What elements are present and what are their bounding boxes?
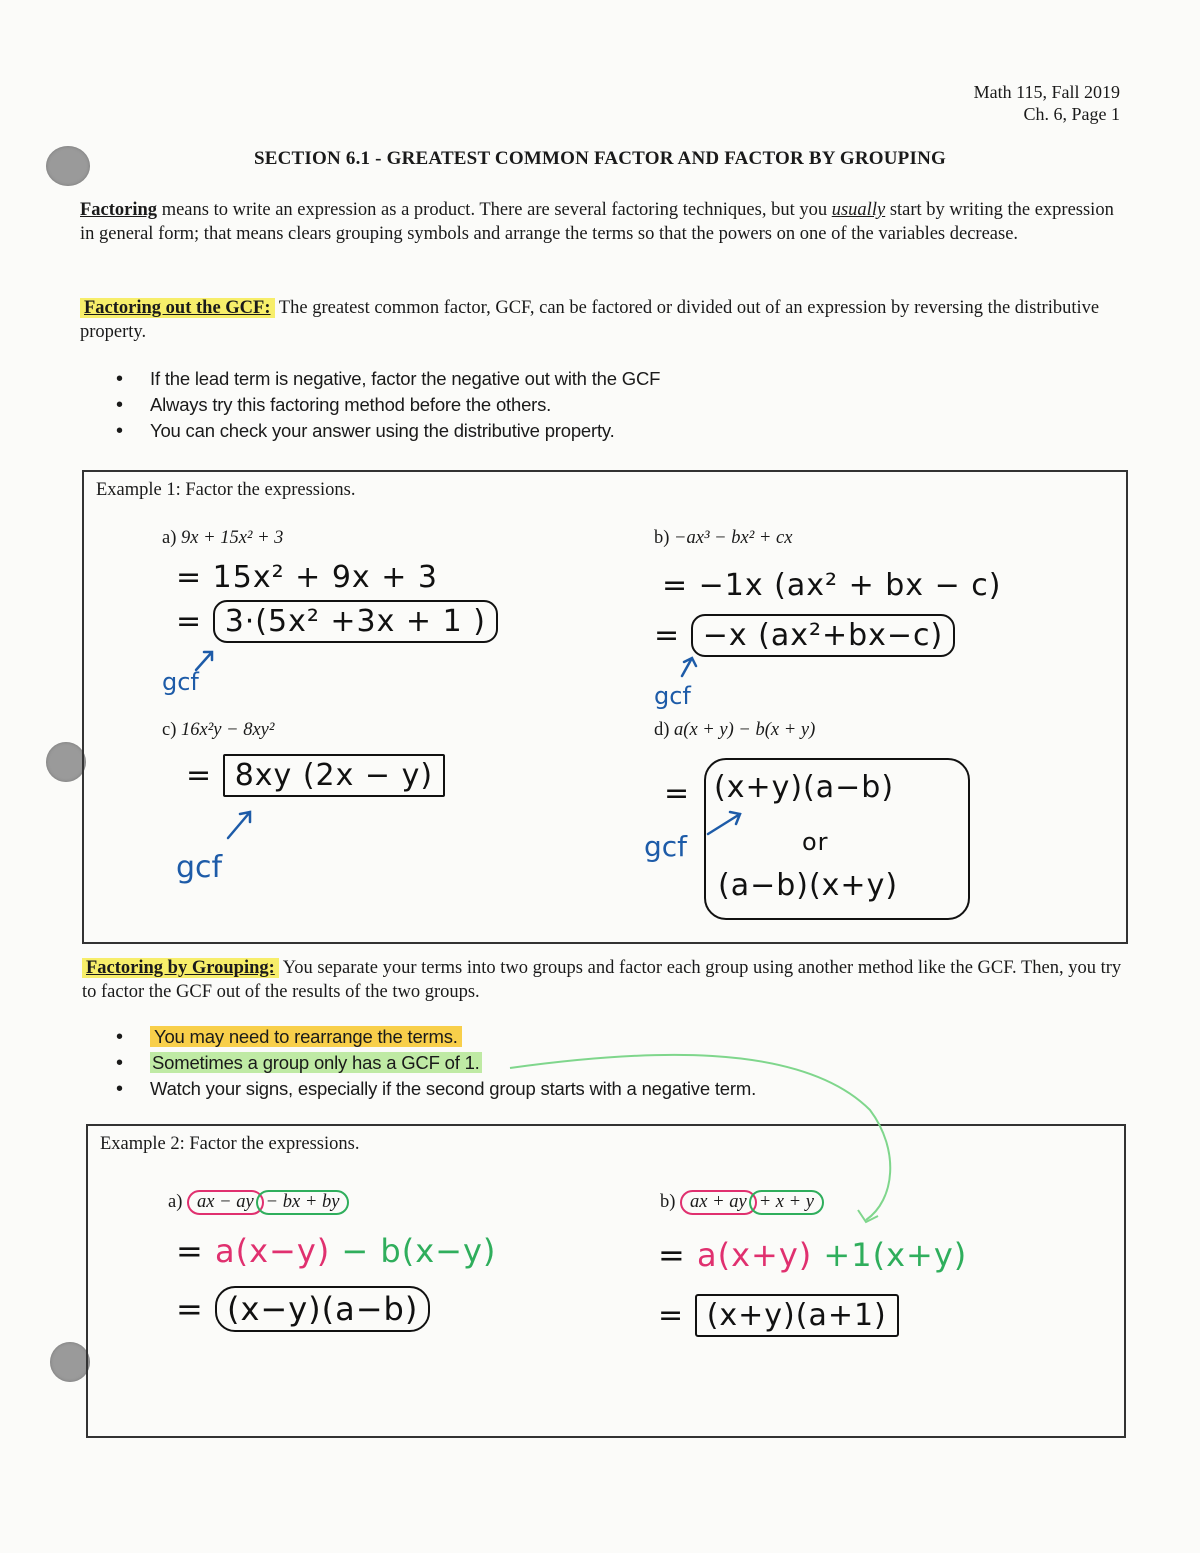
ex2-a-step1: = a(x−y) − b(x−y): [176, 1232, 497, 1270]
list-item: • Sometimes a group only has a GCF of 1.: [116, 1050, 1016, 1076]
ex1-d-eq: =: [664, 776, 691, 811]
ex1-a-answer-row: = 3·(5x² +3x + 1 ): [176, 604, 498, 639]
ex2-b-answer-row: = (x+y)(a+1): [658, 1298, 899, 1333]
usually-emphasis: usually: [831, 200, 886, 220]
ex2-b-group-2: + x + y: [749, 1190, 824, 1215]
gcf-of-one-curve: [510, 1055, 890, 1220]
ex1-d-answer-2: (a−b)(x+y): [718, 868, 899, 903]
list-item: • Watch your signs, especially if the second group starts with a negative term.: [116, 1076, 1016, 1102]
ex1-a-step1: = 15x² + 9x + 3: [176, 560, 438, 595]
grouping-paragraph: Factoring by Grouping: You separate your terms into two groups and factor each group using another method like the GCF. Then, you try to factor the GCF out of the results of the two groups.: [82, 958, 1122, 1002]
ex1-a-answer: 3·(5x² +3x + 1 ): [213, 600, 498, 643]
ex1-b-gcf-note: gcf: [654, 682, 691, 710]
ex2-b-step1: = a(x+y) +1(x+y): [658, 1236, 968, 1274]
list-item: • Always try this factoring method before the others.: [116, 392, 1016, 418]
factoring-term: Factoring: [80, 200, 158, 220]
gcf-heading: Factoring out the GCF:: [80, 298, 275, 318]
ex2-b-answer: (x+y)(a+1): [695, 1294, 899, 1337]
page-label: Ch. 6, Page 1: [1023, 104, 1120, 124]
ex2-a-problem: a) ax − ay − bx + by: [168, 1190, 349, 1215]
ex1-d-answer-1: (x+y)(a−b): [714, 770, 895, 805]
example-1-label: Example 1: Factor the expressions.: [96, 480, 356, 500]
ex2-b-problem: b) ax + ay + x + y: [660, 1190, 824, 1215]
page-title: SECTION 6.1 - GREATEST COMMON FACTOR AND FACTOR BY GROUPING: [254, 148, 946, 169]
ex1-c-gcf-note: gcf: [176, 850, 223, 885]
ex2-a-group-1: ax − ay: [187, 1190, 264, 1215]
ex1-a-gcf-note: gcf: [162, 668, 199, 696]
ex1-b-answer: −x (ax²+bx−c): [691, 614, 956, 657]
ex1-b-problem: b) −ax³ − bx² + cx: [654, 528, 793, 548]
ex2-a-answer: (x−y)(a−b): [215, 1286, 430, 1332]
course-label: Math 115, Fall 2019: [973, 82, 1120, 102]
intro-paragraph: Factoring means to write an expression as a product. There are several factoring techniques, but you usually start by writing the expression in general form; that means clears grouping symbols and arrange the terms so that the powers on one of the variables decrease.: [80, 200, 1114, 244]
ex1-b-step1: = −1x (ax² + bx − c): [662, 568, 1002, 603]
gcf-paragraph: Factoring out the GCF: The greatest common factor, GCF, can be factored or divided out of an expression by reversing the distributive property.: [80, 298, 1100, 342]
grouping-heading: Factoring by Grouping:: [82, 958, 279, 978]
list-item: • If the lead term is negative, factor the negative out with the GCF: [116, 366, 1016, 392]
ex1-c-answer-row: = 8xy (2x − y): [186, 758, 445, 793]
list-item: • You can check your answer using the distributive property.: [116, 418, 1016, 444]
ex1-d-problem: d) a(x + y) − b(x + y): [654, 720, 816, 740]
ex1-d-gcf-note: gcf: [644, 830, 688, 863]
ex1-d-or: or: [802, 828, 829, 856]
ex2-b-group-1: ax + ay: [680, 1190, 757, 1215]
ex2-a-group-2: − bx + by: [256, 1190, 350, 1215]
ex1-c-answer: 8xy (2x − y): [223, 754, 445, 797]
ex2-a-answer-row: = (x−y)(a−b): [176, 1290, 430, 1328]
list-item: • You may need to rearrange the terms.: [116, 1024, 1016, 1050]
example-2-label: Example 2: Factor the expressions.: [100, 1134, 360, 1154]
ex1-c-problem: c) 16x²y − 8xy²: [162, 720, 275, 740]
ex1-b-answer-row: = −x (ax²+bx−c): [654, 618, 955, 653]
ex1-a-problem: a) 9x + 15x² + 3: [162, 528, 284, 548]
